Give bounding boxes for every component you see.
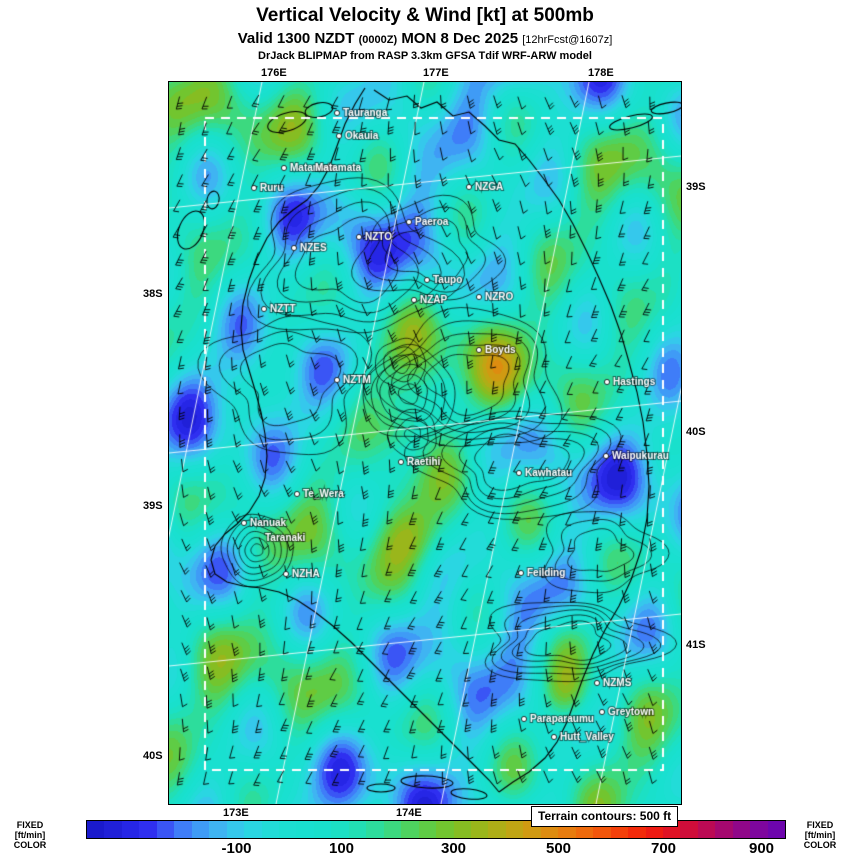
colorbar-tick: 700 [650,840,677,857]
colorbar-swatch [471,821,488,838]
colorbar-right-label [794,820,846,850]
map-panel[interactable] [168,81,682,805]
axis-label-latitude: 40S [686,426,706,438]
colorbar-left-line2: [ft/min] [14,830,46,840]
valid-date: MON 8 Dec 2025 [401,30,519,47]
axis-label-longitude: 174E [396,807,422,819]
valid-utc: (0000Z) [358,34,398,46]
colorbar-swatch [104,821,121,838]
colorbar-swatch [680,821,697,838]
colorbar-swatch [506,821,523,838]
colorbar-swatch [87,821,104,838]
colorbar-swatch [384,821,401,838]
colorbar-right-line1: FIXED [806,820,834,830]
colorbar-swatch [454,821,471,838]
colorbar-swatch [366,821,383,838]
colorbar-swatch [296,821,313,838]
axis-label-longitude: 173E [223,807,249,819]
colorbar-swatch [419,821,436,838]
axis-label-latitude: 39S [686,181,706,193]
axis-label-longitude: 176E [261,67,287,79]
colorbar-swatch [436,821,453,838]
colorbar-left-line1: FIXED [16,820,44,830]
colorbar-swatch [209,821,226,838]
colorbar-swatch [227,821,244,838]
axis-label-longitude: 177E [423,67,449,79]
colorbar-swatch [279,821,296,838]
colorbar-swatch [733,821,750,838]
colorbar-swatch [768,821,785,838]
terrain-contour-note: Terrain contours: 500 ft [531,806,678,827]
chart-header [0,0,850,62]
forecast-note: [12hrFcst@1607z] [522,34,613,46]
colorbar-area [0,818,850,860]
colorbar-swatch [349,821,366,838]
colorbar-swatch [698,821,715,838]
colorbar-tick: 900 [748,840,775,857]
colorbar-swatch [488,821,505,838]
colorbar-swatch [314,821,331,838]
colorbar-tick-labels [86,840,786,860]
axis-label-latitude: 41S [686,639,706,651]
colorbar-gradient [86,820,786,839]
colorbar-left-line3: COLOR [13,840,47,850]
colorbar-right-line2: [ft/min] [804,830,836,840]
colorbar-swatch [157,821,174,838]
axis-label-longitude: 178E [588,67,614,79]
model-source-line: DrJack BLIPMAP from RASP 3.3km GFSA Tdif WRF-ARW model [258,50,592,62]
colorbar-swatch [139,821,156,838]
colorbar-swatch [715,821,732,838]
colorbar-tick: 300 [440,840,467,857]
vertical-velocity-map[interactable] [169,82,681,804]
colorbar-swatch [750,821,767,838]
colorbar-swatch [331,821,348,838]
colorbar-right-line3: COLOR [803,840,837,850]
axis-label-latitude: 38S [143,288,163,300]
valid-time-line [0,30,850,47]
colorbar-tick: -100 [221,840,252,857]
colorbar-swatch [122,821,139,838]
colorbar-tick: 100 [328,840,355,857]
colorbar-swatch [192,821,209,838]
colorbar-left-label [4,820,56,850]
colorbar-swatch [244,821,261,838]
colorbar-swatch [174,821,191,838]
valid-prefix: Valid 1300 NZDT [237,30,355,47]
axis-label-latitude: 40S [143,750,163,762]
colorbar-swatch [262,821,279,838]
colorbar-swatch [401,821,418,838]
colorbar-tick: 500 [545,840,572,857]
axis-label-latitude: 39S [143,500,163,512]
page-title: Vertical Velocity & Wind [kt] at 500mb [256,5,594,26]
